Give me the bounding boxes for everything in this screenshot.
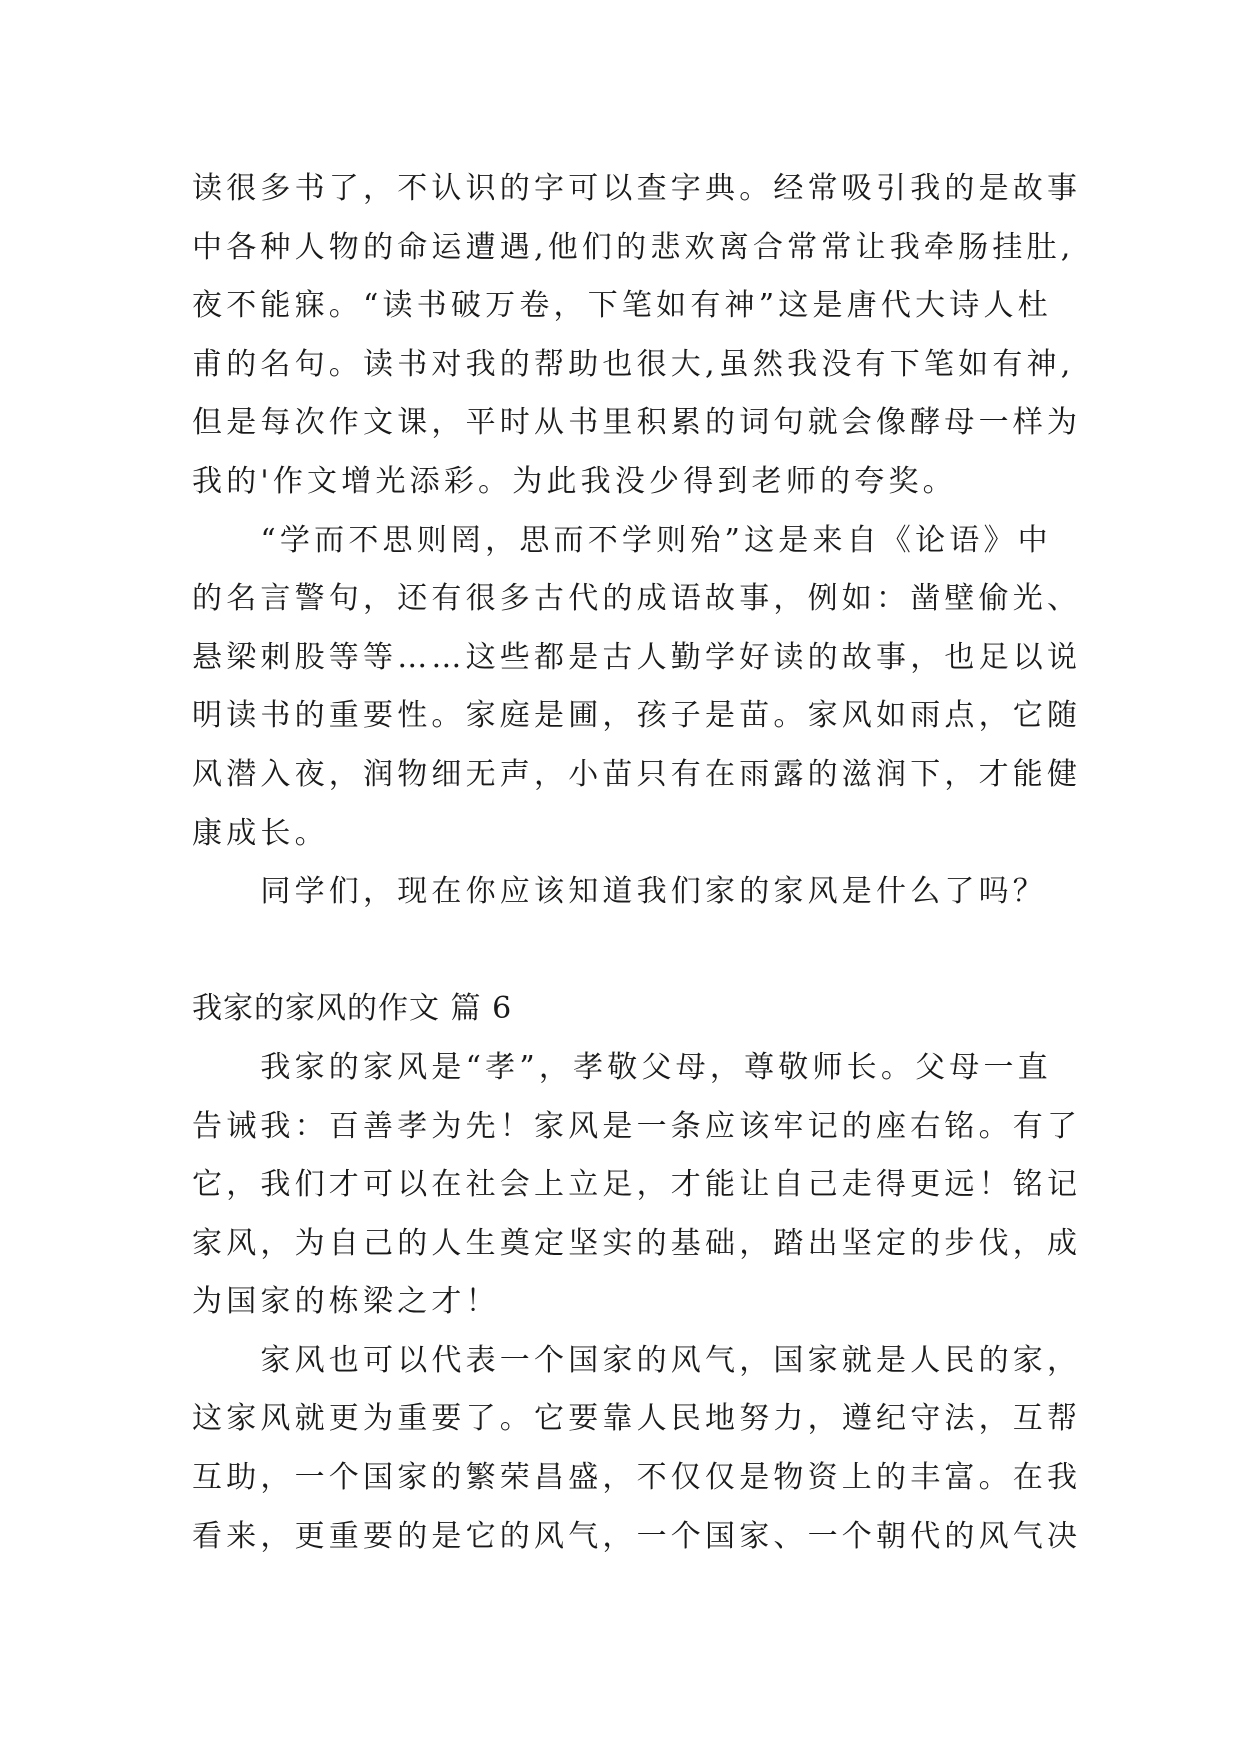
text-line: 康成长。 [192, 815, 329, 851]
blank-line [192, 922, 1072, 981]
text-line: 夜不能寐。“读书破万卷，下笔如有神”这是唐代大诗人杜 [192, 288, 1052, 324]
text-line: 它，我们才可以在社会上立足，才能让自己走得更远！铭记 [192, 1167, 1082, 1203]
text-line: 家风也可以代表一个国家的风气，国家就是人民的家， [192, 1342, 1082, 1378]
section-heading: 我家的家风的作文 篇 6 [192, 991, 513, 1027]
text-line: 我的'作文增光添彩。为此我没少得到老师的夸奖。 [192, 463, 957, 499]
text-line: 我家的家风是“孝”，孝敬父母，尊敬师长。父母一直 [192, 1049, 1052, 1085]
text-line: 悬梁刺股等等……这些都是古人勤学好读的故事，也足以说 [192, 639, 1082, 675]
text-line: 明读书的重要性。家庭是圃，孩子是苗。家风如雨点，它随 [192, 698, 1082, 734]
text-line: 告诫我：百善孝为先！家风是一条应该牢记的座右铭。有了 [192, 1108, 1082, 1144]
text-line: 家风，为自己的人生奠定坚实的基础，踏出坚定的步伐，成 [192, 1225, 1082, 1261]
text-line: 读很多书了，不认识的字可以查字典。经常吸引我的是故事 [192, 171, 1082, 206]
text-line: 互助，一个国家的繁荣昌盛，不仅仅是物资上的丰富。在我 [192, 1460, 1082, 1496]
text-line: 看来，更重要的是它的风气，一个国家、一个朝代的风气决 [192, 1518, 1082, 1554]
text-line: 风潜入夜，润物细无声，小苗只有在雨露的滋润下，才能健 [192, 756, 1082, 792]
text-line: 中各种人物的命运遭遇,他们的悲欢离合常常让我牵肠挂肚, [192, 229, 1075, 265]
text-line: “学而不思则罔，思而不学则殆”这是来自《论语》中 [192, 522, 1052, 558]
text-line: 甫的名句。读书对我的帮助也很大,虽然我没有下笔如有神, [192, 346, 1075, 382]
text-line: 但是每次作文课，平时从书里积累的词句就会像酵母一样为 [192, 405, 1082, 441]
document-body [192, 160, 1082, 1566]
text-line: 这家风就更为重要了。它要靠人民地努力，遵纪守法，互帮 [192, 1401, 1082, 1437]
text-line: 同学们，现在你应该知道我们家的家风是什么了吗？ [192, 874, 1047, 910]
text-line: 为国家的栋梁之才！ [192, 1284, 500, 1320]
text-line: 的名言警句，还有很多古代的成语故事，例如：凿壁偷光、 [192, 581, 1082, 617]
